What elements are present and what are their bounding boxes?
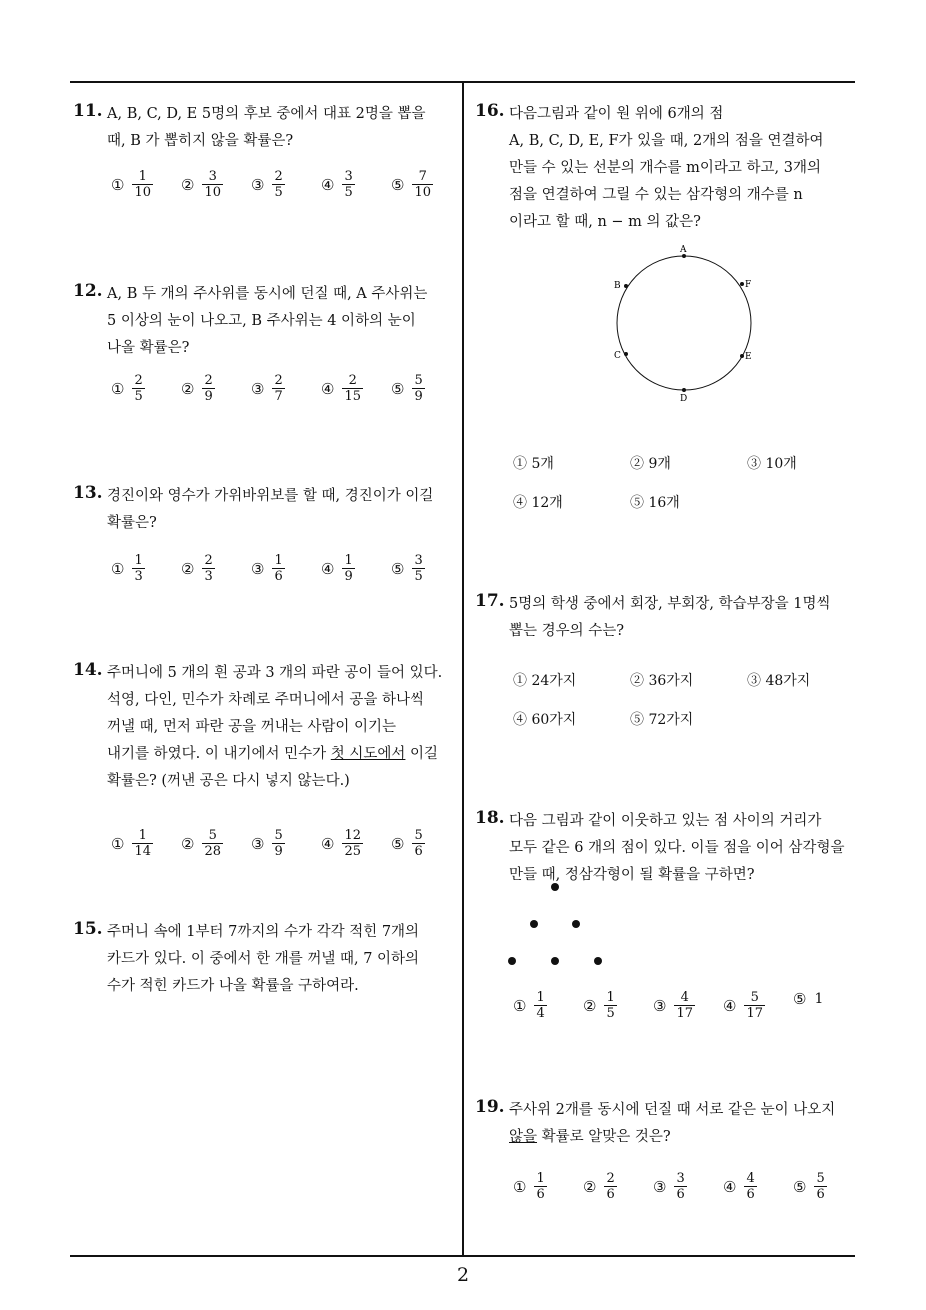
choice-1[interactable] xyxy=(111,828,153,859)
denominator: 6 xyxy=(746,1187,755,1202)
numerator: 5 xyxy=(414,828,423,843)
point-E xyxy=(740,354,744,358)
fraction xyxy=(202,373,214,404)
choice-3[interactable] xyxy=(251,828,285,859)
question-text xyxy=(509,101,824,236)
numerator: 7 xyxy=(418,169,427,184)
choice-mark: ① xyxy=(513,996,527,1015)
point-B xyxy=(624,284,628,288)
numerator: 5 xyxy=(816,1171,825,1186)
choice-4[interactable] xyxy=(723,1171,757,1202)
fraction xyxy=(272,828,284,859)
choice-mark: ③ xyxy=(251,559,265,578)
fraction xyxy=(674,1171,686,1202)
numerator: 1 xyxy=(274,553,283,568)
text-line: 석영, 다인, 민수가 차례로 주머니에서 공을 하나씩 xyxy=(107,692,425,708)
choice-3[interactable] xyxy=(653,990,695,1021)
choice-mark: ① xyxy=(111,379,125,398)
choice-5[interactable] xyxy=(793,990,823,1008)
denominator: 10 xyxy=(204,185,221,200)
choice-mark: ② xyxy=(181,175,195,194)
question-number: 14. xyxy=(73,660,103,680)
fraction xyxy=(534,1171,546,1202)
underlined-text: 않을 xyxy=(509,1129,538,1145)
fraction xyxy=(412,828,424,859)
question-text xyxy=(509,808,844,889)
numerator: 3 xyxy=(344,169,353,184)
choice-value: 1 xyxy=(814,991,824,1007)
choice-1[interactable] xyxy=(111,553,145,584)
numerator: 5 xyxy=(750,990,759,1005)
choice-4[interactable] xyxy=(723,990,765,1021)
text-line: A, B, C, D, E, F가 있을 때, 2개의 점을 연결하여 xyxy=(509,133,824,149)
denominator: 3 xyxy=(134,569,143,584)
numerator: 1 xyxy=(134,553,143,568)
text-line: 때, B 가 뽑히지 않을 확률은? xyxy=(107,133,294,149)
dot-bottom-left xyxy=(508,957,516,965)
choice-2[interactable] xyxy=(181,828,223,859)
choice-2[interactable] xyxy=(181,373,215,404)
choice-2[interactable] xyxy=(181,169,223,200)
text-segment: 내기를 하였다. 이 내기에서 민수가 xyxy=(107,746,331,762)
question-text xyxy=(107,919,419,1000)
numerator: 2 xyxy=(274,169,283,184)
fraction xyxy=(744,990,765,1021)
choice-2[interactable] xyxy=(583,1171,617,1202)
denominator: 5 xyxy=(134,389,143,404)
numerator: 2 xyxy=(348,373,357,388)
denominator: 28 xyxy=(204,844,221,859)
denominator: 9 xyxy=(274,844,283,859)
numerator: 3 xyxy=(208,169,217,184)
choice-mark: ② xyxy=(583,996,597,1015)
fraction xyxy=(342,828,363,859)
fraction xyxy=(132,828,153,859)
choice-mark: ⑤ xyxy=(391,559,405,578)
choice-mark: ② xyxy=(181,379,195,398)
choice-mark: ① xyxy=(111,175,125,194)
denominator: 6 xyxy=(676,1187,685,1202)
denominator: 15 xyxy=(344,389,361,404)
choice-1[interactable] xyxy=(513,990,547,1021)
text-line: 나올 확률은? xyxy=(107,340,190,356)
choice-3[interactable] xyxy=(251,553,285,584)
text-line: 주사위 2개를 동시에 던질 때 서로 같은 눈이 나오지 xyxy=(509,1102,836,1118)
denominator: 9 xyxy=(204,389,213,404)
numerator: 5 xyxy=(414,373,423,388)
choice-3[interactable]: ③ 10개 xyxy=(747,456,797,472)
question-text xyxy=(107,660,442,795)
denominator: 5 xyxy=(274,185,283,200)
choice-mark: ③ xyxy=(653,1177,667,1196)
text-line: 5 이상의 눈이 나오고, B 주사위는 4 이하의 눈이 xyxy=(107,313,416,329)
denominator: 5 xyxy=(606,1006,615,1021)
choice-4[interactable]: ④ 12개 xyxy=(513,495,563,511)
fraction xyxy=(272,169,284,200)
denominator: 5 xyxy=(414,569,423,584)
text-segment: 확률로 알맞은 것은? xyxy=(537,1129,671,1145)
triangle-dots-diagram xyxy=(503,880,613,970)
choice-mark: ③ xyxy=(653,996,667,1015)
fraction xyxy=(202,169,223,200)
label-D: D xyxy=(680,394,688,403)
fraction xyxy=(342,169,354,200)
question-text xyxy=(509,1097,835,1151)
numerator: 1 xyxy=(536,1171,545,1186)
text-line: 확률은? xyxy=(107,515,157,531)
denominator: 9 xyxy=(344,569,353,584)
denominator: 17 xyxy=(746,1006,763,1021)
page-number: 2 xyxy=(456,1264,470,1286)
text-line xyxy=(509,1124,835,1151)
choice-mark: ③ xyxy=(251,379,265,398)
numerator: 3 xyxy=(414,553,423,568)
fraction xyxy=(674,990,695,1021)
point-C xyxy=(624,352,628,356)
choice-mark: ③ xyxy=(251,834,265,853)
fraction xyxy=(604,1171,616,1202)
numerator: 1 xyxy=(138,828,147,843)
question-number: 17. xyxy=(475,591,505,611)
fraction xyxy=(272,553,284,584)
choice-5[interactable] xyxy=(391,373,425,404)
choice-mark: ④ xyxy=(321,175,335,194)
question-13 xyxy=(73,483,453,593)
question-number: 11. xyxy=(73,101,103,121)
choice-mark: ⑤ xyxy=(391,175,405,194)
denominator: 14 xyxy=(134,844,151,859)
fraction xyxy=(202,828,223,859)
choice-5[interactable]: ⑤ 16개 xyxy=(630,495,680,511)
choice-mark: ⑤ xyxy=(391,379,405,398)
label-F: F xyxy=(745,280,752,290)
denominator: 25 xyxy=(344,844,361,859)
fraction xyxy=(412,553,424,584)
denominator: 10 xyxy=(134,185,151,200)
choice-mark: ④ xyxy=(321,379,335,398)
fraction xyxy=(412,373,424,404)
choice-mark: ① xyxy=(513,1177,527,1196)
choice-3[interactable] xyxy=(653,1171,687,1202)
underlined-text: 첫 시도에서 xyxy=(330,746,406,762)
denominator: 10 xyxy=(414,185,431,200)
choice-2[interactable]: ② 36가지 xyxy=(630,673,694,689)
choice-3[interactable] xyxy=(251,169,285,200)
choice-5[interactable]: ⑤ 72가지 xyxy=(630,712,694,728)
numerator: 2 xyxy=(204,373,213,388)
text-segment: 이길 xyxy=(405,746,439,762)
question-11 xyxy=(73,101,453,221)
choice-1[interactable] xyxy=(111,373,145,404)
text-line: 모두 같은 6 개의 점이 있다. 이들 점을 이어 삼각형을 xyxy=(509,840,845,856)
choice-5[interactable] xyxy=(391,553,425,584)
numerator: 1 xyxy=(536,990,545,1005)
bottom-rule xyxy=(70,1255,855,1257)
text-line: A, B 두 개의 주사위를 동시에 던질 때, A 주사위는 xyxy=(107,286,428,302)
choice-4[interactable]: ④ 60가지 xyxy=(513,712,577,728)
denominator: 6 xyxy=(606,1187,615,1202)
choice-mark: ④ xyxy=(723,1177,737,1196)
fraction xyxy=(132,373,144,404)
question-number: 12. xyxy=(73,281,103,301)
text-line: 다음 그림과 같이 이웃하고 있는 점 사이의 거리가 xyxy=(509,813,822,829)
point-F xyxy=(740,282,744,286)
numerator: 3 xyxy=(676,1171,685,1186)
fraction xyxy=(412,169,433,200)
question-18 xyxy=(475,808,860,1038)
choice-1[interactable]: ① 5개 xyxy=(513,456,554,472)
text-line: 5명의 학생 중에서 회장, 부회장, 학습부장을 1명씩 xyxy=(509,596,831,612)
text-line xyxy=(107,741,442,768)
text-line: 뽑는 경우의 수는? xyxy=(509,623,625,639)
question-text xyxy=(107,101,425,155)
choice-mark: ② xyxy=(181,559,195,578)
choice-4[interactable] xyxy=(321,828,363,859)
text-line: 점을 연결하여 그릴 수 있는 삼각형의 개수를 n xyxy=(509,187,803,203)
choice-1[interactable] xyxy=(111,169,153,200)
fraction xyxy=(814,1171,826,1202)
denominator: 6 xyxy=(274,569,283,584)
choice-2[interactable] xyxy=(181,553,215,584)
circle-diagram xyxy=(610,241,760,403)
fraction xyxy=(202,553,214,584)
question-text xyxy=(107,281,427,362)
numerator: 2 xyxy=(274,373,283,388)
choice-4[interactable] xyxy=(321,169,355,200)
fraction xyxy=(132,553,144,584)
numerator: 4 xyxy=(746,1171,755,1186)
question-16 xyxy=(475,101,860,521)
text-line: 꺼낼 때, 먼저 파란 공을 꺼내는 사람이 이기는 xyxy=(107,719,396,735)
text-line: 주머니 속에 1부터 7까지의 수가 각각 적힌 7개의 xyxy=(107,924,420,940)
dot-middle-right xyxy=(572,920,580,928)
question-text xyxy=(107,483,433,537)
choice-2[interactable] xyxy=(583,990,617,1021)
denominator: 5 xyxy=(344,185,353,200)
label-A: A xyxy=(680,245,687,255)
text-line: 확률은? (꺼낸 공은 다시 넣지 않는다.) xyxy=(107,773,350,789)
choice-mark: ① xyxy=(111,559,125,578)
question-number: 19. xyxy=(475,1097,505,1117)
choice-mark: ② xyxy=(181,834,195,853)
text-line: A, B, C, D, E 5명의 후보 중에서 대표 2명을 뽑을 xyxy=(107,106,426,122)
choice-5[interactable] xyxy=(391,828,425,859)
dot-bottom-center xyxy=(551,957,559,965)
choice-mark: ③ xyxy=(251,175,265,194)
fraction xyxy=(604,990,616,1021)
question-text xyxy=(509,591,830,645)
dot-top xyxy=(551,883,559,891)
choice-5[interactable] xyxy=(391,169,433,200)
numerator: 5 xyxy=(274,828,283,843)
question-19 xyxy=(475,1097,860,1217)
choice-mark: ① xyxy=(111,834,125,853)
question-12 xyxy=(73,281,453,421)
text-line: 수가 적힌 카드가 나올 확률을 구하여라. xyxy=(107,978,359,994)
dot-middle-left xyxy=(530,920,538,928)
text-line: 경진이와 영수가 가위바위보를 할 때, 경진이가 이길 xyxy=(107,488,434,504)
numerator: 1 xyxy=(138,169,147,184)
choice-4[interactable] xyxy=(321,373,363,404)
choice-5[interactable] xyxy=(793,1171,827,1202)
text-line: 카드가 있다. 이 중에서 한 개를 꺼낼 때, 7 이하의 xyxy=(107,951,420,967)
fraction xyxy=(272,373,284,404)
question-17 xyxy=(475,591,860,741)
label-E: E xyxy=(745,352,752,362)
fraction xyxy=(744,1171,756,1202)
label-C: C xyxy=(614,351,621,361)
choice-mark: ④ xyxy=(321,834,335,853)
question-number: 15. xyxy=(73,919,103,939)
choice-mark: ⑤ xyxy=(391,834,405,853)
fraction xyxy=(132,169,153,200)
text-line: 이라고 할 때, n − m 의 값은? xyxy=(509,214,701,230)
point-D xyxy=(682,388,686,392)
choice-mark: ⑤ xyxy=(793,990,807,1008)
question-number: 18. xyxy=(475,808,505,828)
denominator: 9 xyxy=(414,389,423,404)
choice-3[interactable] xyxy=(251,373,285,404)
choice-2[interactable]: ② 9개 xyxy=(630,456,671,472)
question-number: 13. xyxy=(73,483,103,503)
denominator: 6 xyxy=(414,844,423,859)
fraction xyxy=(342,553,354,584)
fraction xyxy=(342,373,363,404)
choice-1[interactable]: ① 24가지 xyxy=(513,673,577,689)
text-line: 만들 때, 정삼각형이 될 확률을 구하면? xyxy=(509,867,755,883)
label-B: B xyxy=(614,281,621,291)
dot-bottom-right xyxy=(594,957,602,965)
choice-1[interactable] xyxy=(513,1171,547,1202)
choice-mark: ⑤ xyxy=(793,1177,807,1196)
column-divider xyxy=(462,82,464,1257)
question-15 xyxy=(73,919,453,1019)
numerator: 1 xyxy=(344,553,353,568)
fraction xyxy=(534,990,546,1021)
text-line: 주머니에 5 개의 흰 공과 3 개의 파란 공이 들어 있다. xyxy=(107,665,443,681)
denominator: 17 xyxy=(676,1006,693,1021)
choice-mark: ② xyxy=(583,1177,597,1196)
denominator: 7 xyxy=(274,389,283,404)
text-line: 만들 수 있는 선분의 개수를 m이라고 하고, 3개의 xyxy=(509,160,821,176)
text-line: 다음그림과 같이 원 위에 6개의 점 xyxy=(509,106,724,122)
denominator: 6 xyxy=(816,1187,825,1202)
choice-3[interactable]: ③ 48가지 xyxy=(747,673,811,689)
denominator: 3 xyxy=(204,569,213,584)
question-number: 16. xyxy=(475,101,505,121)
numerator: 12 xyxy=(344,828,361,843)
choice-4[interactable] xyxy=(321,553,355,584)
numerator: 2 xyxy=(134,373,143,388)
numerator: 4 xyxy=(680,990,689,1005)
numerator: 1 xyxy=(606,990,615,1005)
numerator: 2 xyxy=(606,1171,615,1186)
denominator: 6 xyxy=(536,1187,545,1202)
numerator: 2 xyxy=(204,553,213,568)
numerator: 5 xyxy=(208,828,217,843)
choice-mark: ④ xyxy=(723,996,737,1015)
choice-mark: ④ xyxy=(321,559,335,578)
denominator: 4 xyxy=(536,1006,545,1021)
question-14 xyxy=(73,660,458,860)
